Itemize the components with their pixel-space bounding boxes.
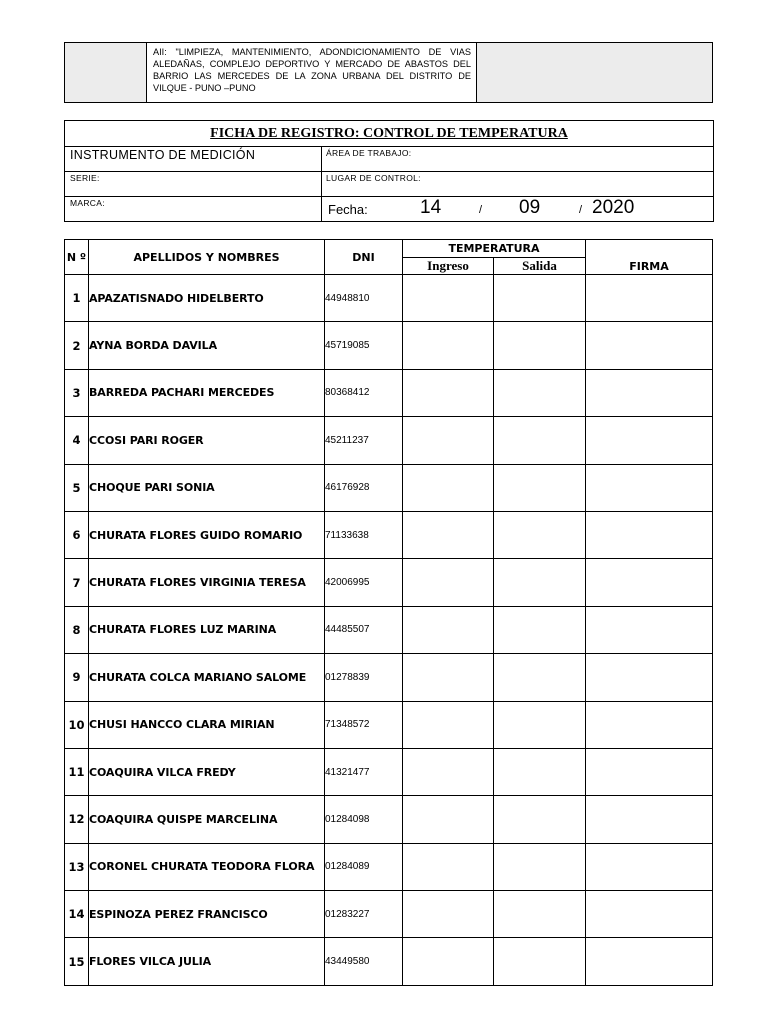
- row-number: 15: [65, 938, 89, 985]
- row-number: 8: [65, 606, 89, 653]
- row-number: 6: [65, 511, 89, 558]
- row-name: CHURATA COLCA MARIANO SALOME: [89, 654, 325, 701]
- row-entry-temp-cell[interactable]: [403, 559, 494, 606]
- row-number: 1: [65, 275, 89, 322]
- row-name: CHURATA FLORES GUIDO ROMARIO: [89, 511, 325, 558]
- table-row: [65, 511, 713, 558]
- date-separator: /: [579, 204, 583, 216]
- row-dni: 44948810: [325, 275, 403, 322]
- row-entry-temp-cell[interactable]: [403, 938, 494, 985]
- row-dni: 41321477: [325, 748, 403, 795]
- row-number: 10: [65, 701, 89, 748]
- registration-form-header: [64, 120, 714, 222]
- row-number: 4: [65, 417, 89, 464]
- row-signature-cell[interactable]: [586, 796, 713, 843]
- project-description: AII: "LIMPIEZA, MANTENIMIENTO, ADONDICIONAMIENTO DE VIAS ALEDAÑAS, COMPLEJO DEPORTIVO Y MERCADO DE ABASTOS DEL BARRIO LAS MERCEDES DE LA ZONA URBANA DEL DISTRITO DE VILQUE - PUNO –PUNO: [147, 43, 477, 102]
- serie-field[interactable]: SERIE:: [65, 172, 322, 196]
- row-entry-temp-cell[interactable]: [403, 701, 494, 748]
- row-exit-temp-cell[interactable]: [494, 559, 586, 606]
- row-name: CHUSI HANCCO CLARA MIRIAN: [89, 701, 325, 748]
- form-row-marca: [65, 197, 713, 222]
- row-entry-temp-cell[interactable]: [403, 369, 494, 416]
- row-signature-cell[interactable]: [586, 559, 713, 606]
- row-name: CHOQUE PARI SONIA: [89, 464, 325, 511]
- row-dni: 01284098: [325, 796, 403, 843]
- row-exit-temp-cell[interactable]: [494, 464, 586, 511]
- header-dni: DNI: [325, 240, 403, 275]
- row-entry-temp-cell[interactable]: [403, 464, 494, 511]
- row-dni: 01283227: [325, 891, 403, 938]
- date-day: 14: [420, 197, 442, 218]
- row-number: 7: [65, 559, 89, 606]
- row-dni: 44485507: [325, 606, 403, 653]
- row-signature-cell[interactable]: [586, 938, 713, 985]
- row-signature-cell[interactable]: [586, 511, 713, 558]
- date-field[interactable]: [322, 197, 713, 222]
- table-row: [65, 891, 713, 938]
- control-place-field[interactable]: LUGAR DE CONTROL:: [326, 173, 421, 183]
- row-name: COAQUIRA QUISPE MARCELINA: [89, 796, 325, 843]
- row-exit-temp-cell[interactable]: [494, 606, 586, 653]
- table-row: [65, 654, 713, 701]
- row-number: 9: [65, 654, 89, 701]
- instrument-field[interactable]: INSTRUMENTO DE MEDICIÓN: [65, 147, 322, 171]
- row-name: COAQUIRA VILCA FREDY: [89, 748, 325, 795]
- work-area-field[interactable]: ÁREA DE TRABAJO:: [326, 148, 412, 158]
- row-name: CHURATA FLORES LUZ MARINA: [89, 606, 325, 653]
- row-dni: 46176928: [325, 464, 403, 511]
- row-name: AYNA BORDA DAVILA: [89, 322, 325, 369]
- row-name: CHURATA FLORES VIRGINIA TERESA: [89, 559, 325, 606]
- project-header-box: [64, 42, 713, 103]
- row-dni: 71133638: [325, 511, 403, 558]
- row-number: 3: [65, 369, 89, 416]
- row-signature-cell[interactable]: [586, 843, 713, 890]
- row-dni: 71348572: [325, 701, 403, 748]
- date-year: 2020: [592, 197, 635, 218]
- table-row: [65, 464, 713, 511]
- row-exit-temp-cell[interactable]: [494, 891, 586, 938]
- row-exit-temp-cell[interactable]: [494, 417, 586, 464]
- table-row: [65, 275, 713, 322]
- table-row: [65, 559, 713, 606]
- header-names: APELLIDOS Y NOMBRES: [89, 240, 325, 275]
- header-number: N º: [65, 240, 89, 275]
- form-title: FICHA DE REGISTRO: CONTROL DE TEMPERATURA: [65, 121, 713, 147]
- table-row: [65, 417, 713, 464]
- row-dni: 01284089: [325, 843, 403, 890]
- row-dni: 01278839: [325, 654, 403, 701]
- row-exit-temp-cell[interactable]: [494, 322, 586, 369]
- date-month: 09: [519, 197, 541, 218]
- row-signature-cell[interactable]: [586, 891, 713, 938]
- header-temperature: TEMPERATURA: [403, 240, 586, 258]
- date-separator: /: [479, 204, 483, 216]
- row-signature-cell[interactable]: [586, 369, 713, 416]
- row-exit-temp-cell[interactable]: [494, 796, 586, 843]
- row-name: ESPINOZA PEREZ FRANCISCO: [89, 891, 325, 938]
- table-row: [65, 606, 713, 653]
- row-number: 5: [65, 464, 89, 511]
- row-signature-cell[interactable]: [586, 275, 713, 322]
- row-name: BARREDA PACHARI MERCEDES: [89, 369, 325, 416]
- row-exit-temp-cell[interactable]: [494, 843, 586, 890]
- temperature-register-table: [64, 239, 713, 986]
- date-label: Fecha:: [328, 202, 368, 217]
- row-signature-cell[interactable]: [586, 654, 713, 701]
- row-exit-temp-cell[interactable]: [494, 701, 586, 748]
- row-name: FLORES VILCA JULIA: [89, 938, 325, 985]
- row-entry-temp-cell[interactable]: [403, 748, 494, 795]
- table-row: [65, 369, 713, 416]
- logo-placeholder-left: [65, 43, 147, 102]
- row-exit-temp-cell[interactable]: [494, 938, 586, 985]
- row-signature-cell[interactable]: [586, 748, 713, 795]
- row-signature-cell[interactable]: [586, 417, 713, 464]
- row-exit-temp-cell[interactable]: [494, 748, 586, 795]
- row-signature-cell[interactable]: [586, 322, 713, 369]
- row-dni: 80368412: [325, 369, 403, 416]
- logo-placeholder-right: [477, 43, 712, 102]
- row-number: 2: [65, 322, 89, 369]
- table-row: [65, 843, 713, 890]
- row-signature-cell[interactable]: [586, 606, 713, 653]
- row-name: APAZATISNADO HIDELBERTO: [89, 275, 325, 322]
- row-exit-temp-cell[interactable]: [494, 511, 586, 558]
- row-dni: 43449580: [325, 938, 403, 985]
- row-number: 13: [65, 843, 89, 890]
- row-dni: 42006995: [325, 559, 403, 606]
- brand-field[interactable]: MARCA:: [65, 197, 322, 222]
- header-exit: Salida: [494, 258, 586, 275]
- table-row: [65, 796, 713, 843]
- row-entry-temp-cell[interactable]: [403, 654, 494, 701]
- table-row: [65, 322, 713, 369]
- row-dni: 45211237: [325, 417, 403, 464]
- row-name: CORONEL CHURATA TEODORA FLORA: [89, 843, 325, 890]
- row-entry-temp-cell[interactable]: [403, 417, 494, 464]
- row-entry-temp-cell[interactable]: [403, 511, 494, 558]
- row-signature-cell[interactable]: [586, 464, 713, 511]
- row-entry-temp-cell[interactable]: [403, 891, 494, 938]
- row-exit-temp-cell[interactable]: [494, 275, 586, 322]
- row-entry-temp-cell[interactable]: [403, 796, 494, 843]
- row-name: CCOSI PARI ROGER: [89, 417, 325, 464]
- row-exit-temp-cell[interactable]: [494, 369, 586, 416]
- row-entry-temp-cell[interactable]: [403, 275, 494, 322]
- row-number: 12: [65, 796, 89, 843]
- header-signature: FIRMA: [586, 240, 713, 275]
- row-number: 14: [65, 891, 89, 938]
- row-signature-cell[interactable]: [586, 701, 713, 748]
- table-row: [65, 938, 713, 985]
- row-number: 11: [65, 748, 89, 795]
- table-row: [65, 748, 713, 795]
- row-entry-temp-cell[interactable]: [403, 322, 494, 369]
- row-dni: 45719085: [325, 322, 403, 369]
- form-row-instrument: [65, 147, 713, 172]
- header-entry: Ingreso: [403, 258, 494, 275]
- row-entry-temp-cell[interactable]: [403, 843, 494, 890]
- row-entry-temp-cell[interactable]: [403, 606, 494, 653]
- form-row-serie: [65, 172, 713, 197]
- table-row: [65, 701, 713, 748]
- row-exit-temp-cell[interactable]: [494, 654, 586, 701]
